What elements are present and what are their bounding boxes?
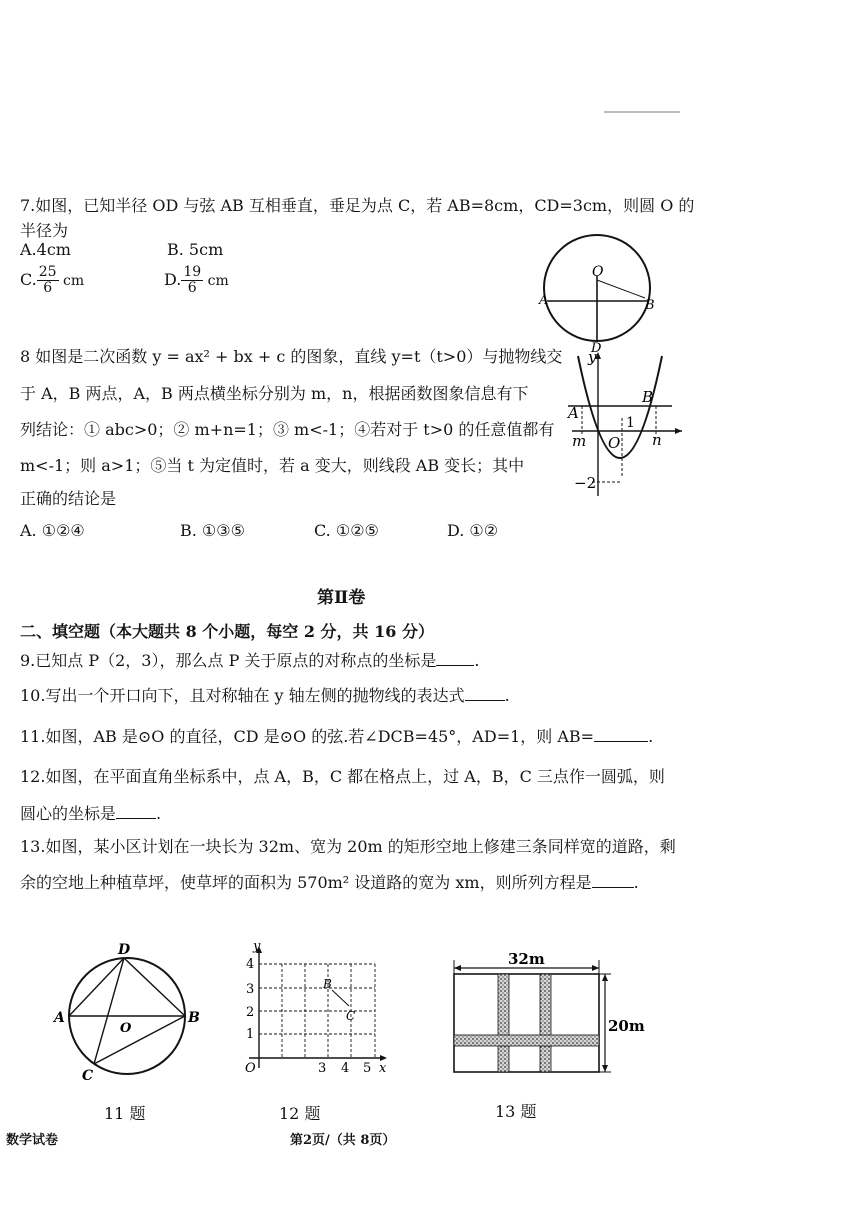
fig13-road-vertical-2	[540, 974, 551, 1072]
fig12-label-o: O	[245, 1061, 256, 1076]
fig12-segment-bc	[332, 990, 349, 1006]
q7-option-b: B. 5cm	[167, 240, 224, 259]
q8-label-n: n	[652, 431, 662, 449]
q7-label-b: B	[645, 298, 655, 313]
section-heading: 二、填空题（本大题共 8 个小题，每空 2 分，共 16 分）	[20, 622, 434, 641]
q7-option-c: C. $\frac{25}{6}$ cm	[20, 264, 85, 296]
q7-radius-ob	[597, 280, 645, 298]
q8-label-one: 1	[626, 415, 635, 431]
q11: 11.如图，AB 是⊙O 的直径，CD 是⊙O 的弦.若∠DCB=45°，AD=1，则 AB= .	[20, 727, 654, 746]
fig11-caption: 11 题	[104, 1104, 146, 1123]
q13-line2: 余的空地上种植草坪，使草坪的面积为 570m² 设道路的宽为 xm，则所列方程是 .	[20, 873, 639, 892]
fig13-road-vertical-1	[498, 974, 509, 1072]
fig13-width-label: 20m	[608, 1017, 645, 1035]
fig12-ytick-4: 4	[246, 957, 255, 972]
q9-answer-blank	[436, 651, 474, 666]
q8-line4: m<-1；则 a>1；⑤当 t 为定值时，若 a 变大，则线段 AB 变长；其中	[20, 456, 525, 475]
q8-label-neg2: −2	[574, 474, 597, 492]
fig12-xtick-5: 5	[363, 1061, 372, 1076]
q8-line3: 列结论：① abc>0；② m+n=1；③ m<-1；④若对于 t>0 的任意值都有	[20, 420, 555, 439]
q8-parabola-figure	[560, 348, 686, 498]
q8-option-d: D. ①②	[447, 521, 499, 540]
fig11-label-b: B	[188, 1010, 200, 1026]
fig13-length-label: 32m	[508, 950, 545, 968]
footer-page-number: 第2页/（共 8页）	[290, 1133, 396, 1148]
q8-label-y: y	[588, 348, 597, 366]
q7-label-a: A	[539, 293, 549, 308]
q8-option-c: C. ①②⑤	[314, 521, 379, 540]
fig11-label-c: C	[82, 1068, 94, 1084]
fig12-xtick-3: 3	[318, 1061, 327, 1076]
fig12-label-y: y	[253, 939, 261, 954]
q7-label-d: D	[591, 341, 602, 352]
fig11-label-a: A	[54, 1010, 65, 1026]
fig11-chord-cb	[94, 1016, 185, 1064]
fig11-label-o: O	[120, 1021, 132, 1036]
fig13-road-horizontal	[454, 1035, 599, 1046]
q9: 9.已知点 P（2，3），那么点 P 关于原点的对称点的坐标是 .	[20, 651, 480, 670]
fig12-ytick-2: 2	[246, 1005, 255, 1020]
fig11-label-d: D	[118, 942, 131, 958]
q10-answer-blank	[465, 686, 505, 701]
fig12-grid-figure	[235, 938, 395, 1078]
q13-line1: 13.如图，某小区计划在一块长为 32m、宽为 20m 的矩形空地上修建三条同样宽的道路，剩	[20, 837, 676, 856]
q11-answer-blank	[594, 727, 648, 742]
q8-option-a: A. ①②④	[20, 521, 85, 540]
q7-stem-line2: 半径为	[20, 221, 69, 240]
q13-answer-blank	[592, 873, 634, 888]
q8-line5: 正确的结论是	[20, 489, 117, 508]
fig12-xtick-4: 4	[341, 1061, 350, 1076]
q8-option-b: B. ①③⑤	[180, 521, 245, 540]
q8-line2: 于 A，B 两点，A，B 两点横坐标分别为 m，n，根据函数图象信息有下	[20, 384, 529, 403]
q8-line1: 8 如图是二次函数 y = ax² + bx + c 的图象，直线 y=t（t>0）与抛物线交	[20, 347, 563, 366]
fig13-field	[454, 974, 599, 1072]
q7-option-c-fraction: $\frac{25}{6}$	[38, 264, 57, 296]
q7-option-a: A.4cm	[20, 240, 71, 259]
fig12-ytick-1: 1	[246, 1027, 255, 1042]
q7-label-o: O	[592, 264, 604, 280]
fig11-circle-figure	[50, 938, 210, 1088]
fig13-road-figure	[448, 950, 658, 1080]
q7-circle-figure	[535, 222, 665, 352]
q7-option-d-fraction: $\frac{19}{6}$	[183, 264, 202, 296]
fig12-grid	[259, 964, 375, 1058]
q7-stem-line1: 7.如图，已知半径 OD 与弦 AB 互相垂直，垂足为点 C，若 AB=8cm，CD=3cm，则圆 O 的	[20, 196, 695, 215]
scan-mark	[604, 111, 680, 113]
q8-label-a: A	[568, 404, 579, 422]
section-title: 第Ⅱ卷	[317, 588, 366, 608]
q8-label-m: m	[572, 432, 587, 450]
q10: 10.写出一个开口向下，且对称轴在 y 轴左侧的抛物线的表达式 .	[20, 686, 510, 705]
fig12-caption: 12 题	[279, 1104, 321, 1123]
q7-option-d: D. $\frac{19}{6}$ cm	[164, 264, 229, 296]
fig12-label-c: C	[346, 1009, 356, 1023]
fig13-caption: 13 题	[495, 1102, 537, 1121]
q8-label-o: O	[608, 434, 621, 452]
q12-line2: 圆心的坐标是 .	[20, 804, 162, 823]
q8-x-arrow	[675, 428, 682, 434]
q12-answer-blank	[116, 804, 156, 819]
q12-line1: 12.如图，在平面直角坐标系中，点 A，B，C 都在格点上，过 A，B，C 三点作一圆弧，则	[20, 767, 665, 786]
fig12-label-x: x	[379, 1061, 387, 1076]
fig12-label-b: B	[323, 977, 332, 991]
q8-label-b: B	[642, 388, 654, 406]
footer-subject: 数学试卷	[6, 1133, 59, 1148]
fig11-chord-db	[124, 958, 185, 1016]
fig12-ytick-3: 3	[246, 982, 255, 997]
